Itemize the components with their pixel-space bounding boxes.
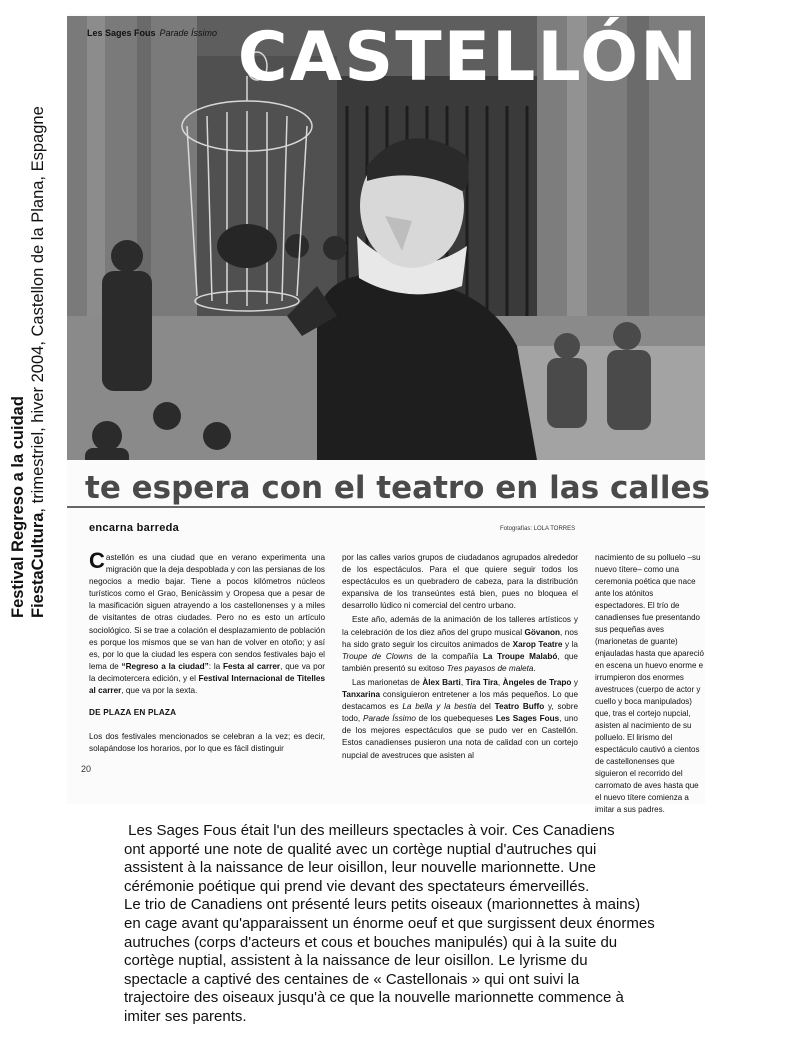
- emphasis: Gövanon: [524, 627, 561, 637]
- emphasis: Tanxarina: [342, 690, 381, 700]
- summary-line: assistent à la naissance de leur oisillon, leur nouvelle marionnette. Une: [124, 859, 596, 877]
- column-3: [595, 552, 705, 818]
- summary-line: autruches (corps d'acteurs et cous et bouches manipulés) qui à la suite du: [124, 933, 618, 951]
- emphasis: Parade Íssimo: [363, 714, 416, 724]
- paragraph-text: y: [571, 677, 578, 687]
- column-2: [342, 552, 578, 764]
- divider: [67, 506, 705, 508]
- side-caption-title: Festival Regreso a la cuidad: [9, 396, 27, 618]
- emphasis: La Troupe Malabó: [482, 651, 558, 661]
- section-heading: DE PLAZA EN PLAZA: [89, 708, 177, 718]
- emphasis: Àngeles de Trapo: [502, 677, 572, 687]
- paragraph-text: .: [533, 663, 536, 673]
- paragraph-text: ,: [460, 677, 466, 687]
- summary-line: spectacle a captivé des centaines de « Castellonais » qui ont suivi la: [124, 970, 580, 988]
- column-1: [89, 548, 326, 757]
- paragraph-text: , que también presentó su exitoso: [342, 651, 578, 673]
- street-performer-photo: [67, 16, 705, 460]
- emphasis: Teatro Buffo: [494, 702, 545, 712]
- running-head: [87, 28, 217, 38]
- paragraph-text: , que va por la decimotercera edición, y el: [89, 661, 325, 683]
- publication-details: , trimestriel, hiver 2004, Castellon de la Plana, Espagne: [29, 106, 47, 513]
- emphasis: Festival Internacional de Titelles al carrer: [89, 673, 326, 696]
- emphasis: Àlex Barti: [422, 677, 461, 687]
- paragraph-text: y la: [562, 639, 578, 649]
- summary-line: Le trio de Canadiens ont présenté leurs petits oiseaux (marionnettes à mains): [124, 896, 641, 914]
- drop-cap: C: [89, 548, 105, 573]
- summary-line: Les Sages Fous était l'un des meilleurs spectacles à voir. Ces Canadiens: [124, 822, 615, 839]
- show-name: Parade Íssimo: [159, 28, 218, 38]
- paragraph-text: Este año, además de la animación de los talleres artísticos y la celebración de los diez años del grupo musical: [342, 615, 578, 637]
- summary-line: ont apporté une note de qualité avec un cortège nuptial d'autruches qui: [124, 840, 597, 858]
- paragraph-text: de la compañía: [412, 651, 483, 661]
- summary-line: trajectoire des oiseaux jusqu'à ce que la nouvelle marionnette commence à: [124, 989, 624, 1007]
- emphasis: Festa al carrer: [223, 661, 281, 671]
- paragraph-text: , que va por la sexta.: [121, 686, 198, 696]
- emphasis: Troupe de Clowns: [342, 651, 413, 661]
- summary-line: cortège nuptial, assistent à la naissance de leur oisillon. Le lyrisme du: [124, 952, 588, 970]
- paragraph-text: : la: [208, 661, 224, 671]
- summary-line: imiter ses parents.: [124, 1007, 247, 1025]
- paragraph-text: nacimiento de su polluelo –su nuevo títere– como una ceremonia poética que nace ante los atónitos espectadores. El trío de canadienses fue presentando sus pequeñas aves (marionetas de guante) enjauladas hasta que apareció en escena un huevo enorme e irrumpieron dos enormes avestruces (cuerpo de actor y cuello y boca manipulados) que, tras el cortejo nupcial, asisten al nacimiento de su polluelo. El lirismo del espectáculo cautivó a cientos de castellonenses que siguieron el recorrido del carromato de aves hasta que el nuevo títere comienza a imitar a sus padres.: [595, 553, 704, 814]
- side-caption: [8, 78, 48, 618]
- paragraph-text: y, sobre todo,: [342, 702, 579, 724]
- photo-credit: Fotografías: LOLA TORRES: [500, 526, 576, 532]
- company-name: Les Sages Fous: [87, 28, 156, 38]
- french-summary: [124, 822, 684, 1027]
- paragraph-text: de los quebequeses: [415, 714, 496, 724]
- byline: encarna barreda: [89, 522, 180, 534]
- paragraph-text: por las calles varios grupos de ciudadanos agrupados alrededor de los espectáculos. Para el que quiere seguir todos los espectáculos es un quebradero de cabeza, para la distribución expansiva de los transeúntes está bien, pues no bloquea el desarrollo lúdico ni comercial del centro urbano.: [342, 553, 578, 611]
- paragraph-text: Las marionetas de: [352, 677, 423, 687]
- emphasis: La bella y la bestia: [402, 702, 477, 712]
- emphasis: Les Sages Fous: [495, 714, 560, 724]
- magazine-page: [67, 14, 710, 814]
- emphasis: “Regreso a la ciudad”: [121, 661, 209, 671]
- emphasis: Xarop Teatre: [512, 639, 563, 649]
- paragraph-text: ,: [497, 677, 503, 687]
- article-subtitle: te espera con el teatro en las calles: [85, 470, 710, 506]
- paragraph-text: astellón es una ciudad que en verano experimenta una migración que la deja despoblada y con las persianas de los negocios a medio bajar. Tiene a pocos kilómetros núcleos turísticos como el Grao, Benicàssim y Oropesa que a pesar de la masificación siguen atrayendo a los castellonenses y a miles de visitantes de otras ciudades. Pero no es esto un artículo sociológico. Si se trae a colación el desplazamiento de población es porque los mismos que se van han de volver en otoño; y así es, por lo que la ciudad les espera con sendos festivales bajo el lema de: [89, 553, 325, 671]
- publication-name: FiestaCultura: [29, 512, 47, 618]
- paragraph-text: consiguieron entretener a los más pequeños. Lo que destacamos es: [342, 690, 578, 712]
- paragraph-text: , uno de los mejores espectáculos que se pudo ver en Castellón. Estos canadienses pusieron una nota de calidad con un cortejo nupcial de avestruces que asisten al: [342, 714, 578, 760]
- article-title: CASTELLÓN: [237, 18, 699, 97]
- emphasis: Tira Tira: [465, 677, 498, 687]
- side-caption-source: [28, 78, 48, 618]
- summary-line: cérémonie poétique qui prend vie devant des spectateurs émerveillés.: [124, 877, 590, 895]
- page-number: 20: [81, 764, 92, 774]
- paragraph-text: , nos ha sido grato seguir los circuitos animados de: [342, 627, 578, 649]
- paragraph-text: Los dos festivales mencionados se celebran a la vez; es decir, solapándose los horarios, por lo que es fácil distinguir: [89, 732, 325, 754]
- paragraph-text: del: [476, 702, 495, 712]
- summary-line: en cage avant qu'apparaissent un énorme oeuf et que surgissent deux énormes: [124, 914, 655, 932]
- emphasis: Tres payasos de maleta: [446, 663, 534, 673]
